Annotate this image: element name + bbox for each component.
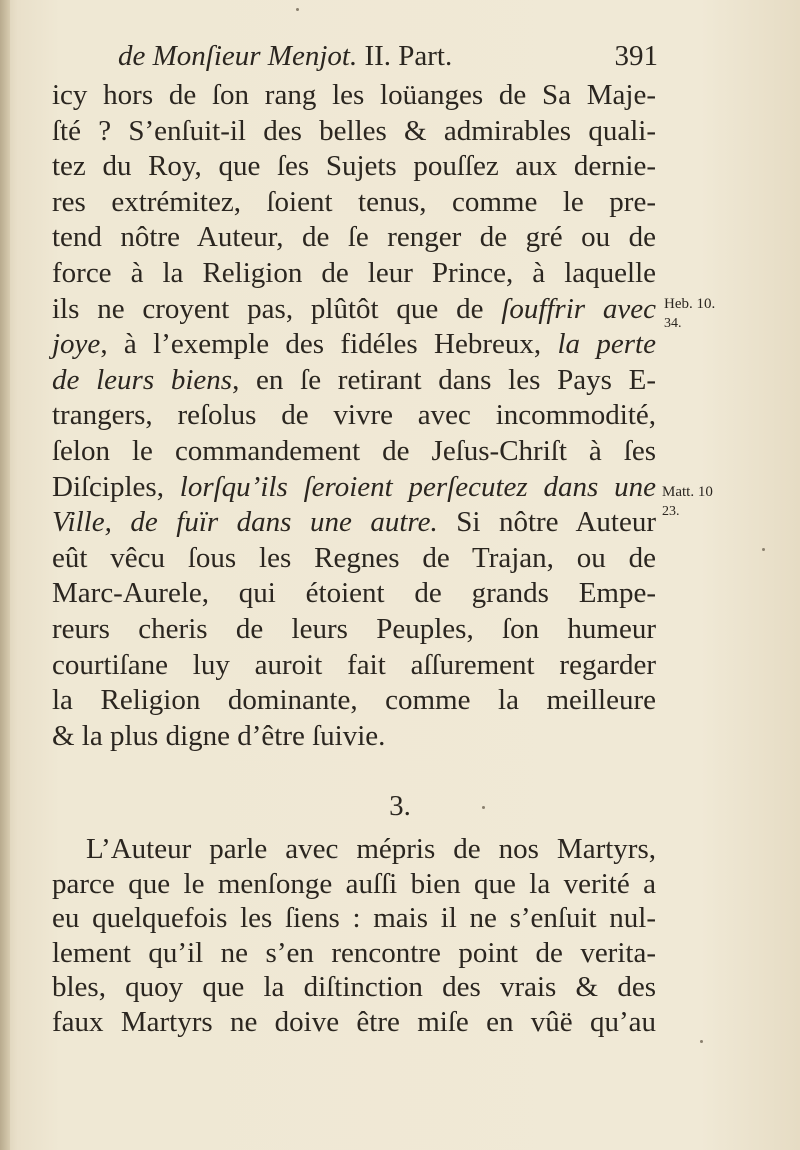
paper-speck [762,548,765,551]
text-line: lement qu’il ne s’en rencontre point de verita- [52,936,656,969]
text-line: faux Martyrs ne doive être miſe en vûë qu’au [52,1005,656,1038]
text-run: Diſciples, [52,470,180,503]
text-line: Marc-Aurele, qui étoient de grands Empe- [52,577,656,610]
text-run: , à l’exemple des fidéles Hebreux, [100,328,558,361]
running-header [118,36,658,76]
text-line: eu quelquefois les ſiens : mais il ne s’enſuit nul- [52,902,656,934]
italic-run: la perte [557,328,656,361]
text-line: L’Auteur parle avec mépris de nos Martyrs, [86,833,656,865]
text-run: , en ſe retirant dans les Pays E- [232,363,656,396]
italic-run: ſouffrir avec [501,292,656,325]
text-line: eût vêcu ſous les Regnes de Trajan, ou de [52,541,656,574]
running-head-title [118,36,452,76]
text-line [52,292,656,328]
italic-run: de leurs biens [52,363,233,396]
italic-run: joye [52,328,101,361]
text-line [52,327,656,363]
text-line: bles, quoy que la diſtinction des vrais & des [52,971,656,1003]
text-line: trangers, reſolus de vivre avec incommodité, [52,399,656,432]
paragraph-2 [52,832,656,1039]
page-number: 391 [614,40,658,72]
text-line: courtiſane luy auroit fait aſſurement regarder [52,648,656,681]
text-line: tend nôtre Auteur, de ſe renger de gré ou de [52,221,656,254]
italic-run: Ville, de fuïr dans une autre. [52,506,438,539]
text-line: force à la Religion de leur Prince, à laquelle [52,256,656,289]
text-line: parce que le menſonge auſſi bien que la verité a [52,867,656,900]
margin-note-hebrews: Heb. 10. [664,296,716,312]
margin-note-hebrews-verse: 34. [664,316,682,331]
text-run: ils ne croyent pas, plûtôt que de [52,292,502,325]
text-line: tez du Roy, que ſes Sujets pouſſez aux dernie- [52,150,656,183]
text-line [52,505,656,541]
paper-speck [700,1040,703,1043]
text-line: res extrémitez, ſoient tenus, comme le pre- [52,185,656,218]
running-head-italic: de Monſieur Menjot. [118,40,358,72]
section-number: 3. [389,790,411,822]
paragraph-1 [52,78,656,754]
paper-speck [296,8,299,11]
running-head-part: II. Part. [364,40,453,72]
margin-note-matthew: Matt. 10 [662,484,713,500]
text-line: la Religion dominante, comme la meilleure [52,684,656,717]
italic-run: lorſqu’ils ſeroient perſecutez dans une [179,470,656,503]
margin-note-matthew-verse: 23. [662,504,680,519]
paper-speck [482,806,485,809]
page-gutter [0,0,10,1150]
text-line [52,470,656,506]
text-line: & la plus digne d’être ſuivie. [52,719,386,752]
text-line: ſelon le commandement de Jeſus-Chriſt à ſes [52,434,656,467]
text-line [52,363,656,399]
text-run: Si nôtre Auteur [437,506,656,539]
text-line: reurs cheris de leurs Peuples, ſon humeur [52,612,656,645]
text-line: icy hors de ſon rang les loüanges de Sa Maje- [52,79,656,111]
text-line: ſté ? S’enſuit-il des belles & admirables quali- [52,114,656,147]
